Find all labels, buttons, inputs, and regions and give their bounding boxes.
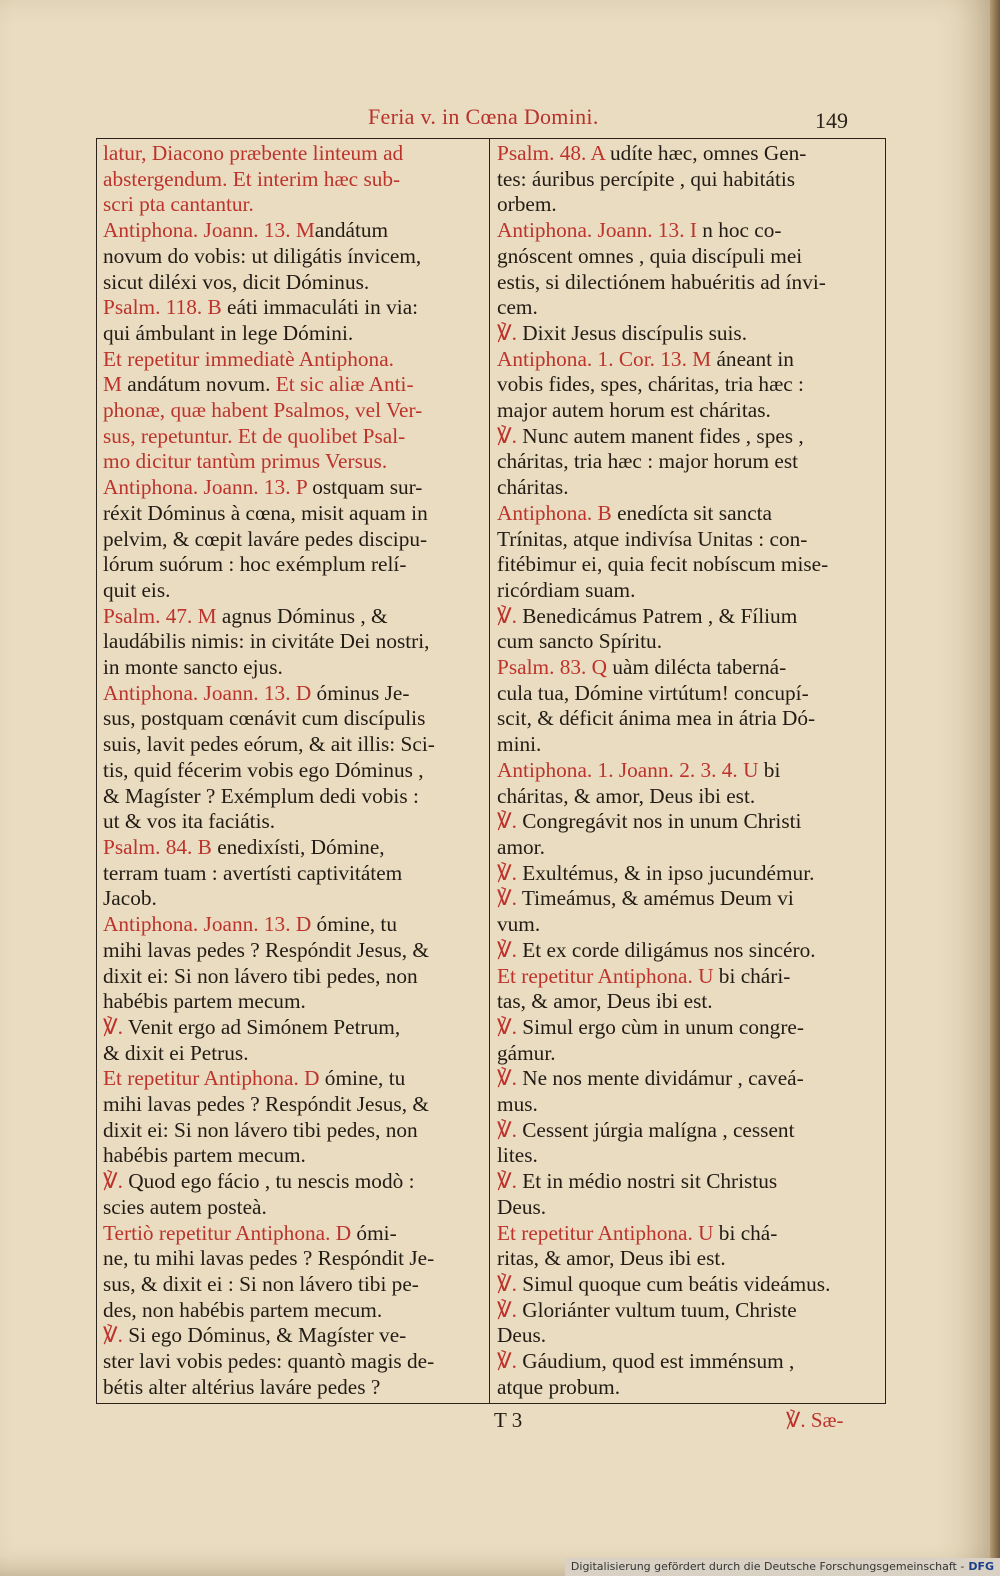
signature-mark: T 3 (494, 1408, 523, 1432)
body-text: Cessent júrgia malígna , cessent (522, 1117, 795, 1142)
body-text: orbem. (497, 192, 557, 217)
text-line (497, 347, 877, 373)
body-text: enedixísti, Dómine, (211, 834, 385, 859)
body-text: bétis alter altérius laváre pedes ? (103, 1374, 381, 1399)
text-line (103, 912, 483, 938)
body-text: Simul ergo cùm in unum congre- (522, 1014, 804, 1039)
text-line (103, 835, 483, 861)
body-text: ómi- (351, 1220, 397, 1245)
body-text: terram tuam : avertísti captivitátem (103, 860, 403, 885)
right-column (497, 141, 877, 1400)
rubric-text: ℣. (497, 937, 523, 962)
body-text: Venit ergo ad Simónem Petrum, (127, 1014, 401, 1039)
body-text: mihi lavas pedes ? Respóndit Jesus, & (103, 937, 429, 962)
rubric-text: sus, repetuntur. Et de quolibet Psal- (103, 423, 406, 448)
rubric-text: abstergendum. Et interim hæc sub- (103, 166, 401, 191)
body-text: mus. (497, 1092, 538, 1117)
text-line (497, 1143, 877, 1169)
text-line (103, 861, 483, 887)
page-edge (990, 0, 1000, 1576)
text-line (103, 1169, 483, 1195)
text-line (103, 1015, 483, 1041)
text-line (497, 1015, 877, 1041)
left-column (103, 141, 483, 1400)
body-text: lórum suórum : hoc exémplum relí- (103, 552, 407, 577)
rubric-text: Antiphona. Joann. 13. D (103, 680, 312, 705)
rubric-text: ℣. (497, 809, 523, 834)
text-line (103, 1092, 483, 1118)
text-line (103, 784, 483, 810)
text-line (497, 938, 877, 964)
body-text: & dixit ei Petrus. (103, 1040, 249, 1065)
rubric-text: Psalm. 84. B (103, 834, 212, 859)
body-text: óminus Je- (311, 680, 410, 705)
rubric-text: mo dicitur tantùm primus Versus. (103, 449, 388, 474)
rubric-text: scri pta cantantur. (103, 192, 254, 217)
text-line (103, 1298, 483, 1324)
body-text: Gloriánter vultum tuum, Christe (522, 1297, 797, 1322)
text-line (497, 398, 877, 424)
text-line (103, 1143, 483, 1169)
text-line (103, 244, 483, 270)
rubric-text: Et repetitur immediatè Antiphona. (103, 346, 394, 371)
text-line (497, 706, 877, 732)
text-line (497, 1066, 877, 1092)
body-text: réxit Dóminus à cœna, misit aquam in (103, 500, 428, 525)
rubric-text: Et repetitur Antiphona. U (497, 1220, 714, 1245)
text-line (103, 1221, 483, 1247)
text-line (103, 321, 483, 347)
body-text: Deus. (497, 1323, 547, 1348)
body-text: bi (758, 757, 781, 782)
text-line (103, 372, 483, 398)
body-text: ricórdiam suam. (497, 577, 636, 602)
dfg-logo: DFG (968, 1560, 994, 1573)
text-line (103, 938, 483, 964)
body-text: dixit ei: Si non lávero tibi pedes, non (103, 963, 418, 988)
body-text: bi chári- (713, 963, 791, 988)
rubric-text: Psalm. 47. M (103, 603, 217, 628)
rubric-text: ℣. (497, 603, 523, 628)
body-text: ritas, & amor, Deus ibi est. (497, 1246, 726, 1271)
catchword: ℣. Sæ- (786, 1408, 844, 1432)
body-text: mini. (497, 732, 542, 757)
page-header (0, 104, 990, 138)
text-line (103, 192, 483, 218)
rubric-text: ℣. (497, 1014, 523, 1039)
body-text: Benedicámus Patrem , & Fílium (522, 603, 798, 628)
rubric-text: ℣. (497, 1169, 523, 1194)
text-line (497, 552, 877, 578)
body-text: ómine, tu (311, 912, 397, 937)
body-text: Timeámus, & amémus Deum vi (521, 886, 794, 911)
text-line (103, 706, 483, 732)
text-line (103, 1323, 483, 1349)
body-text: quit eis. (103, 577, 171, 602)
text-line (497, 424, 877, 450)
text-line (103, 1066, 483, 1092)
body-text: áneant in (711, 346, 794, 371)
body-text: laudábilis nimis: in civitáte Dei nostri, (103, 629, 430, 654)
text-line (103, 270, 483, 296)
body-text: eáti immaculáti in via: (221, 295, 419, 320)
body-text: ostquam sur- (306, 475, 423, 500)
body-text: sicut diléxi vos, dicit Dóminus. (103, 269, 370, 294)
body-text: scit, & déficit ánima mea in átria Dó- (497, 706, 816, 731)
rubric-text: ℣. (103, 1014, 128, 1039)
text-line (497, 321, 877, 347)
body-text: vobis fides, spes, cháritas, tria hæc : (497, 372, 804, 397)
body-text: & Magíster ? Exémplum dedi vobis : (103, 783, 419, 808)
text-line (497, 964, 877, 990)
body-text: atque probum. (497, 1374, 621, 1399)
text-line (497, 501, 877, 527)
body-text: ne, tu mihi lavas pedes ? Respóndit Je- (103, 1246, 435, 1271)
text-line (497, 1221, 877, 1247)
text-line (497, 1323, 877, 1349)
text-line (497, 655, 877, 681)
text-line (497, 167, 877, 193)
body-text: suis, lavit pedes eórum, & ait illis: Sci- (103, 732, 435, 757)
body-text: habébis partem mecum. (103, 989, 306, 1014)
body-text: enedícta sit sancta (611, 500, 773, 525)
body-text: major autem horum est cháritas. (497, 398, 771, 423)
column-divider (489, 139, 490, 1403)
text-line (103, 629, 483, 655)
body-text: tes: áuribus percípite , qui habitátis (497, 166, 796, 191)
text-line (497, 784, 877, 810)
body-text: des, non habébis partem mecum. (103, 1297, 383, 1322)
body-text: sus, postquam cœnávit cum discípulis (103, 706, 426, 731)
text-line (103, 809, 483, 835)
body-text: sus, & dixit ei : Si non lávero tibi pe- (103, 1271, 419, 1296)
text-line (103, 527, 483, 553)
text-line (497, 372, 877, 398)
text-line (103, 1349, 483, 1375)
text-line (497, 1092, 877, 1118)
body-text: habébis partem mecum. (103, 1143, 306, 1168)
rubric-text: Antiphona. Joann. 13. I (497, 218, 697, 243)
rubric-text: Et repetitur Antiphona. D (103, 1066, 320, 1091)
text-line (497, 835, 877, 861)
page-footer (0, 1408, 990, 1438)
rubric-text: latur, Diacono præbente linteum ad (103, 141, 404, 165)
text-line (103, 758, 483, 784)
text-line (497, 1041, 877, 1067)
body-text: ut & vos ita faciátis. (103, 809, 276, 834)
body-text: ómine, tu (319, 1066, 406, 1091)
text-line (103, 1041, 483, 1067)
body-text: cháritas. (497, 475, 569, 500)
text-line (103, 655, 483, 681)
body-text: bi chá- (713, 1220, 778, 1245)
dfg-credit-text: Digitalisierung gefördert durch die Deutsche Forschungsgemeinschaft - (570, 1560, 965, 1573)
rubric-text: Tertiò repetitur Antiphona. D (103, 1220, 352, 1245)
rubric-text: ℣. (497, 1271, 523, 1296)
body-text: Exultémus, & in ipso jucundémur. (522, 860, 815, 885)
rubric-text: ℣. (497, 1117, 523, 1142)
body-text: n hoc co- (696, 218, 782, 243)
text-line (103, 964, 483, 990)
text-line (497, 141, 877, 167)
body-text: gnóscent omnes , quia discípuli mei (497, 243, 803, 268)
text-line (103, 347, 483, 373)
text-line (497, 475, 877, 501)
rubric-text: ℣. (497, 1349, 523, 1374)
body-text: udíte hæc, omnes Gen- (604, 141, 807, 165)
text-line (103, 1195, 483, 1221)
text-line (497, 861, 877, 887)
text-line (103, 604, 483, 630)
text-line (497, 604, 877, 630)
text-line (103, 1272, 483, 1298)
body-text: tas, & amor, Deus ibi est. (497, 989, 713, 1014)
rubric-text: ℣. (103, 1323, 129, 1348)
body-text: Et in médio nostri sit Christus (522, 1169, 778, 1194)
text-frame (96, 138, 886, 1404)
text-line (497, 244, 877, 270)
body-text: Simul quoque cum beátis videámus. (522, 1271, 831, 1296)
text-line (103, 732, 483, 758)
text-line (497, 886, 877, 912)
body-text: cem. (497, 295, 538, 320)
text-line (497, 1349, 877, 1375)
text-line (103, 449, 483, 475)
rubric-text: ℣. (497, 860, 523, 885)
text-line (103, 578, 483, 604)
text-line (103, 167, 483, 193)
body-text: tis, quid fécerim vobis ego Dóminus , (103, 757, 424, 782)
rubric-text: Antiphona. Joann. 13. M (103, 218, 315, 243)
text-line (497, 1118, 877, 1144)
text-line (497, 809, 877, 835)
text-line (103, 295, 483, 321)
body-text: novum do vobis: ut diligátis ínvicem, (103, 243, 422, 268)
text-line (103, 501, 483, 527)
text-line (497, 270, 877, 296)
body-text: Quod ego fácio , tu nescis modò : (128, 1169, 415, 1194)
rubric-text: ℣. (497, 423, 523, 448)
body-text: andátum novum. (121, 372, 276, 397)
text-line (497, 732, 877, 758)
page-number: 149 (815, 108, 848, 133)
running-title: Feria v. in Cœna Domini. (368, 104, 599, 129)
body-text: Trínitas, atque indivísa Unitas : con- (497, 526, 808, 551)
body-text: cháritas, tria hæc : major horum est (497, 449, 799, 474)
text-line (103, 1118, 483, 1144)
text-line (103, 1375, 483, 1401)
body-text: agnus Dóminus , & (216, 603, 388, 628)
rubric-text: phonæ, quæ habent Psalmos, vel Ver- (103, 398, 423, 423)
rubric-text: ℣. (497, 320, 523, 345)
rubric-text: ℣. (497, 1297, 523, 1322)
body-text: amor. (497, 834, 545, 859)
text-line (103, 552, 483, 578)
body-text: lites. (497, 1143, 538, 1168)
body-text: Dixit Jesus discípulis suis. (522, 320, 748, 345)
body-text: mihi lavas pedes ? Respóndit Jesus, & (103, 1092, 429, 1117)
dfg-credit-bar (565, 1558, 1000, 1576)
text-line (497, 1298, 877, 1324)
body-text: cháritas, & amor, Deus ibi est. (497, 783, 756, 808)
text-line (497, 295, 877, 321)
text-line (103, 1246, 483, 1272)
text-line (103, 141, 483, 167)
text-line (497, 578, 877, 604)
text-line (497, 758, 877, 784)
text-line (103, 989, 483, 1015)
body-text: ster lavi vobis pedes: quantò magis de- (103, 1349, 435, 1374)
rubric-text: Antiphona. 1. Joann. 2. 3. 4. U (497, 757, 759, 782)
rubric-text: ℣. (497, 1066, 523, 1091)
body-text: cum sancto Spíritu. (497, 629, 663, 654)
text-line (103, 475, 483, 501)
body-text: Nunc autem manent fides , spes , (522, 423, 804, 448)
text-line (103, 886, 483, 912)
text-line (103, 681, 483, 707)
text-line (497, 1246, 877, 1272)
body-text: Deus. (497, 1194, 547, 1219)
body-text: cula tua, Dómine virtútum! concupí- (497, 680, 809, 705)
rubric-text: ℣. (497, 886, 522, 911)
body-text: vum. (497, 912, 541, 937)
rubric-text: Psalm. 48. A (497, 141, 605, 165)
rubric-text: M (103, 372, 122, 397)
body-text: Gáudium, quod est imménsum , (522, 1349, 795, 1374)
text-line (497, 527, 877, 553)
body-text: qui ámbulant in lege Dómini. (103, 320, 354, 345)
text-line (103, 398, 483, 424)
body-text: scies autem posteà. (103, 1194, 267, 1219)
text-line (497, 1272, 877, 1298)
body-text: Ne nos mente dividámur , caveá- (522, 1066, 804, 1091)
text-line (497, 912, 877, 938)
body-text: gámur. (497, 1040, 556, 1065)
text-line (103, 218, 483, 244)
body-text: uàm diléсta taberná- (607, 655, 787, 680)
text-line (497, 1195, 877, 1221)
rubric-text: Antiphona. Joann. 13. D (103, 912, 312, 937)
rubric-text: Antiphona. Joann. 13. P (103, 475, 307, 500)
rubric-text: Antiphona. B (497, 500, 612, 525)
text-line (497, 1169, 877, 1195)
body-text: pelvim, & cœpit laváre pedes discipu- (103, 526, 428, 551)
rubric-text: Psalm. 83. Q (497, 655, 608, 680)
rubric-text: Et repetitur Antiphona. U (497, 963, 714, 988)
rubric-text: Psalm. 118. B (103, 295, 222, 320)
rubric-text: ℣. (103, 1169, 129, 1194)
text-line (497, 1375, 877, 1401)
body-text: Jacob. (103, 886, 157, 911)
text-line (497, 681, 877, 707)
body-text: in monte sancto ejus. (103, 655, 283, 680)
rubric-text: Et sic aliæ Anti- (275, 372, 414, 397)
text-line (497, 449, 877, 475)
body-text: dixit ei: Si non lávero tibi pedes, non (103, 1117, 418, 1142)
text-line (497, 218, 877, 244)
text-line (103, 424, 483, 450)
text-line (497, 989, 877, 1015)
body-text: Si ego Dóminus, & Magíster ve- (128, 1323, 407, 1348)
body-text: andátum (314, 218, 389, 243)
body-text: estis, si dilectiónem habuéritis ad ínvi- (497, 269, 826, 294)
body-text: Et ex corde diligámus nos sincéro. (522, 937, 816, 962)
text-line (497, 192, 877, 218)
body-text: Congregávit nos in unum Christi (522, 809, 802, 834)
text-line (497, 629, 877, 655)
rubric-text: Antiphona. 1. Cor. 13. M (497, 346, 712, 371)
body-text: fitébimur ei, quia fecit nobíscum mise- (497, 552, 829, 577)
